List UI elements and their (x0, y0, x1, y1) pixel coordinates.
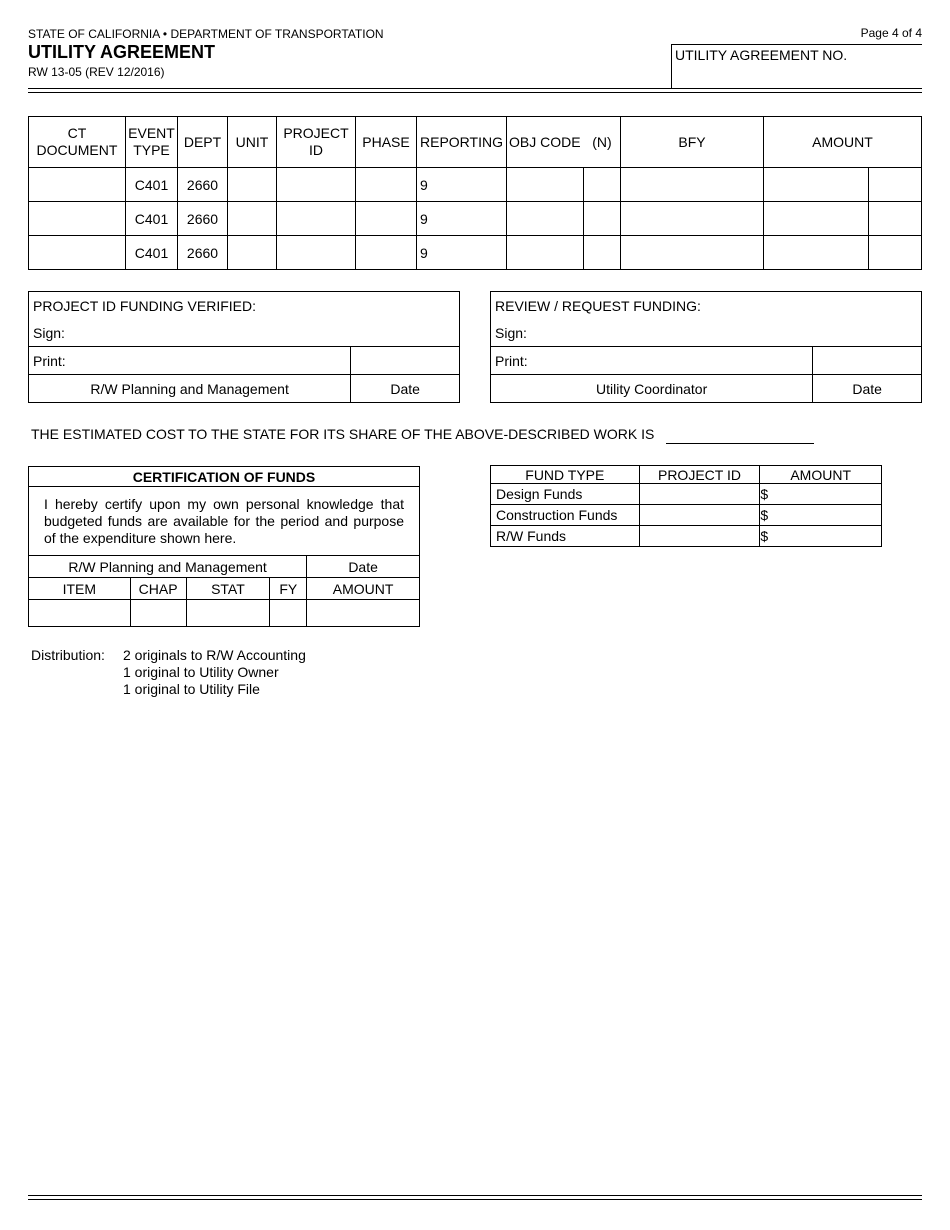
header-bfy: BFY (621, 117, 764, 168)
review-date-label: Date (813, 375, 922, 403)
unit-cell[interactable] (228, 236, 277, 270)
item-field[interactable] (29, 600, 131, 627)
header-dept: DEPT (178, 117, 228, 168)
review-sign-field[interactable]: Sign: (491, 319, 922, 347)
header-ct-document: CT DOCUMENT (29, 117, 126, 168)
review-role-label: Utility Coordinator (491, 375, 813, 403)
table-row (491, 484, 882, 505)
fund-amount-field[interactable]: $ (760, 484, 882, 505)
reporting-cell[interactable]: 9 (417, 202, 507, 236)
n-cell[interactable] (584, 202, 621, 236)
certification-of-funds (28, 466, 420, 627)
ct-document-cell[interactable] (29, 202, 126, 236)
reporting-cell[interactable]: 9 (417, 236, 507, 270)
n-cell[interactable] (584, 168, 621, 202)
header-reporting: REPORTING (417, 117, 507, 168)
distribution-label: Distribution: (31, 647, 105, 663)
funding-verified-title: PROJECT ID FUNDING VERIFIED: (29, 292, 460, 320)
reporting-cell[interactable]: 9 (417, 168, 507, 202)
amount-cell[interactable] (764, 236, 869, 270)
event-type-cell: C401 (126, 236, 178, 270)
bfy-cell[interactable] (621, 236, 764, 270)
col-fy: FY (270, 578, 307, 600)
fund-type-label: Design Funds (491, 484, 640, 505)
estimated-cost-field[interactable] (666, 443, 814, 444)
header-amount: AMOUNT (764, 117, 922, 168)
list-item: 1 original to Utility File (123, 681, 260, 697)
bfy-cell[interactable] (621, 202, 764, 236)
dept-cell: 2660 (178, 202, 228, 236)
col-chap: CHAP (130, 578, 186, 600)
accounting-table (28, 116, 922, 270)
header-event-type: EVENT TYPE (126, 117, 178, 168)
dept-cell: 2660 (178, 236, 228, 270)
fund-amount-field[interactable]: $ (760, 505, 882, 526)
review-funding-box (490, 291, 922, 403)
ct-document-cell[interactable] (29, 168, 126, 202)
header-unit: UNIT (228, 117, 277, 168)
agency-name: STATE OF CALIFORNIA • DEPARTMENT OF TRANSPORTATION (28, 27, 384, 41)
unit-cell[interactable] (228, 202, 277, 236)
fund-project-id-field[interactable] (639, 526, 760, 547)
fund-project-id-field[interactable] (639, 484, 760, 505)
distribution (31, 647, 306, 698)
header-fund-project-id: PROJECT ID (639, 466, 760, 484)
header-fund-type: FUND TYPE (491, 466, 640, 484)
review-print-field[interactable]: Print: (491, 347, 813, 375)
table-row (491, 526, 882, 547)
certification-title: CERTIFICATION OF FUNDS (29, 467, 420, 487)
table-row (29, 168, 922, 202)
amount-cell[interactable] (764, 168, 869, 202)
stat-field[interactable] (186, 600, 270, 627)
amount-cents-cell[interactable] (869, 202, 922, 236)
estimated-cost-label: THE ESTIMATED COST TO THE STATE FOR ITS SHARE OF THE ABOVE-DESCRIBED WORK IS (31, 426, 655, 442)
verified-date-field[interactable] (351, 347, 460, 375)
form-number: RW 13-05 (REV 12/2016) (28, 65, 165, 79)
fy-field[interactable] (270, 600, 307, 627)
certification-text: I hereby certify upon my own personal knowledge that budgeted funds are available for the period and purpose of the expenditure shown here. (29, 487, 420, 556)
n-label: (N) (592, 133, 612, 150)
review-date-field[interactable] (813, 347, 922, 375)
fund-amount-field[interactable]: $ (760, 526, 882, 547)
phase-cell[interactable] (356, 202, 417, 236)
col-amount: AMOUNT (307, 578, 420, 600)
n-cell[interactable] (584, 236, 621, 270)
project-id-cell[interactable] (277, 202, 356, 236)
phase-cell[interactable] (356, 168, 417, 202)
chap-field[interactable] (130, 600, 186, 627)
header-fund-amount: AMOUNT (760, 466, 882, 484)
obj-code-cell[interactable] (507, 168, 584, 202)
fund-type-label: Construction Funds (491, 505, 640, 526)
verified-date-label: Date (351, 375, 460, 403)
event-type-cell: C401 (126, 168, 178, 202)
amount-cents-cell[interactable] (869, 236, 922, 270)
fund-project-id-field[interactable] (639, 505, 760, 526)
distribution-list (123, 647, 306, 698)
ct-document-cell[interactable] (29, 236, 126, 270)
certification-role: R/W Planning and Management (29, 556, 307, 578)
utility-agreement-no-field[interactable] (671, 44, 922, 88)
project-id-cell[interactable] (277, 168, 356, 202)
header-rule-bottom (28, 92, 922, 93)
amount-cents-cell[interactable] (869, 168, 922, 202)
review-funding-title: REVIEW / REQUEST FUNDING: (491, 292, 922, 320)
bfy-cell[interactable] (621, 168, 764, 202)
verified-sign-field[interactable]: Sign: (29, 319, 460, 347)
funding-verified-box (28, 291, 460, 403)
header-phase: PHASE (356, 117, 417, 168)
footer-rule-top (28, 1195, 922, 1196)
verified-role-label: R/W Planning and Management (29, 375, 351, 403)
amount-cell[interactable] (764, 202, 869, 236)
table-row (491, 505, 882, 526)
phase-cell[interactable] (356, 236, 417, 270)
form-title: UTILITY AGREEMENT (28, 42, 216, 62)
col-stat: STAT (186, 578, 270, 600)
table-row (29, 202, 922, 236)
list-item: 1 original to Utility Owner (123, 664, 279, 680)
utility-agreement-no-label: UTILITY AGREEMENT NO. (675, 47, 848, 63)
obj-code-cell[interactable] (507, 202, 584, 236)
verified-print-field[interactable]: Print: (29, 347, 351, 375)
col-item: ITEM (29, 578, 131, 600)
footer-rule-bottom (28, 1199, 922, 1200)
page-number: Page 4 of 4 (860, 26, 922, 40)
unit-cell[interactable] (228, 168, 277, 202)
header-rule-top (28, 88, 922, 89)
fund-type-table (490, 465, 882, 547)
header-obj-code (507, 117, 621, 168)
amount-field[interactable] (307, 600, 420, 627)
table-row (29, 236, 922, 270)
certification-date-label: Date (307, 556, 420, 578)
obj-code-label: OBJ CODE (509, 133, 581, 150)
header-project-id: PROJECT ID (277, 117, 356, 168)
project-id-cell[interactable] (277, 236, 356, 270)
obj-code-cell[interactable] (507, 236, 584, 270)
fund-type-label: R/W Funds (491, 526, 640, 547)
list-item: 2 originals to R/W Accounting (123, 647, 306, 663)
dept-cell: 2660 (178, 168, 228, 202)
event-type-cell: C401 (126, 202, 178, 236)
